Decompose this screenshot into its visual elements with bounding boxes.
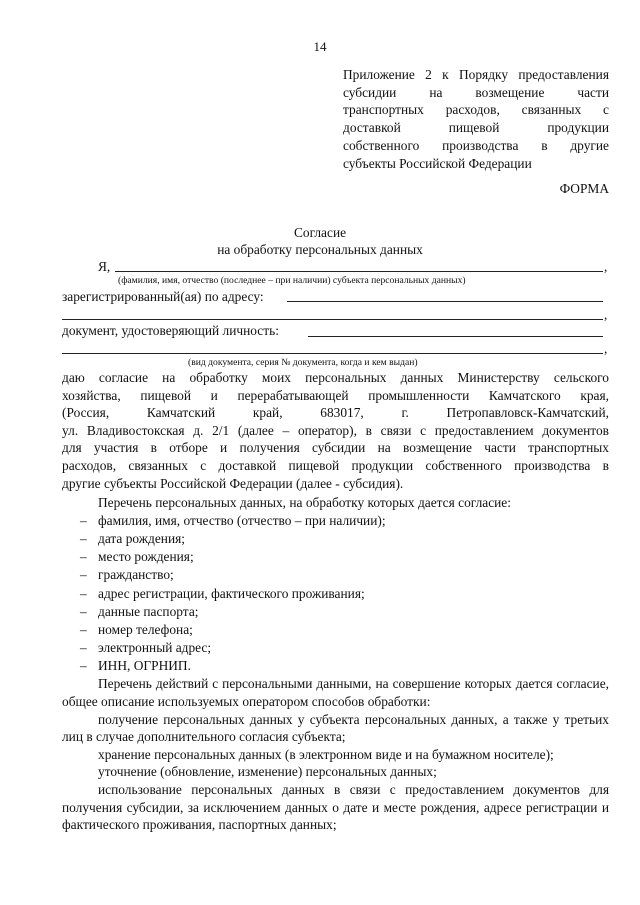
appendix-line: субсидии на возмещение части (343, 84, 609, 100)
consent-line: ул. Владивостокская д. 2/1 (далее – оператор), в связи с предоставлением документов (62, 422, 609, 438)
list-item: – данные паспорта; (62, 603, 609, 621)
document-subtitle: на обработку персональных данных (217, 242, 423, 257)
consent-line: даю согласие на обработку моих персональных данных Министерству сельского (62, 370, 609, 385)
appendix-line: субъекты Российской Федерации (343, 155, 532, 171)
dash: – (80, 512, 87, 528)
action-item: уточнение (обновление, изменение) персональных данных; (98, 764, 437, 780)
address-field-line[interactable] (287, 301, 603, 302)
consent-line: расходов, связанных с доставкой пищевой продукции собственного производства в (62, 457, 609, 473)
dash: – (80, 603, 87, 619)
address-field-label: зарегистрированный(ая) по адресу: (62, 289, 264, 304)
name-field-hint: (фамилия, имя, отчество (последнее – при наличии) субъекта персональных данных) (118, 275, 466, 286)
document-field-hint: (вид документа, серия № документа, когда и кем выдан) (188, 357, 418, 368)
document-title: Согласие (293, 225, 347, 240)
address-field-line-2[interactable] (62, 319, 603, 320)
actions-intro: Перечень действий с персональными данными, на совершение которых дается согласие, общее описание используемых оператором способов обработки: (62, 676, 609, 710)
document-field-line[interactable] (308, 336, 603, 337)
list-item: – адрес регистрации, фактического проживания; (62, 585, 609, 603)
dash: – (80, 621, 87, 637)
consent-line: хозяйства, пищевой и перерабатывающей промышленности Камчатского края, (62, 387, 609, 403)
consent-line: другие субъекты Российской Федерации (далее - субсидия). (62, 475, 404, 491)
name-field-label: Я, (98, 259, 111, 274)
dash: – (80, 530, 87, 546)
dash: – (80, 567, 87, 583)
dash: – (80, 549, 87, 565)
list-item: – место рождения; (62, 548, 609, 566)
form-label: ФОРМА (559, 181, 609, 196)
appendix-header (343, 66, 609, 172)
comma: , (604, 307, 608, 322)
list-item: – гражданство; (62, 566, 609, 584)
document-field-label: документ, удостоверяющий личность: (62, 323, 279, 338)
list-intro: Перечень персональных данных, на обработку которых дается согласие: (98, 495, 511, 511)
action-item: хранение персональных данных (в электронном виде и на бумажном носителе); (98, 746, 554, 762)
appendix-line: доставкой пищевой продукции (343, 120, 609, 136)
dash: – (80, 658, 87, 674)
document-field-line-2[interactable] (62, 353, 603, 354)
list-item: – электронный адрес; (62, 639, 609, 657)
list-item: – ИНН, ОГРНИП. (62, 657, 609, 675)
appendix-line: собственного производства в другие (343, 137, 609, 153)
personal-data-list (62, 512, 609, 676)
page-number: 14 (313, 39, 327, 54)
action-item: использование персональных данных в связи с предоставлением документов для получения субсидии, за исключением данных о дате и месте рождения, адресе регистрации и фактического проживания, паспортных данных; (62, 782, 609, 833)
comma: , (604, 341, 608, 356)
consent-line: для участия в отборе и получения субсидии на возмещение части транспортных (62, 440, 609, 456)
list-item: – фамилия, имя, отчество (отчество – при наличии); (62, 512, 609, 530)
appendix-line: транспортных расходов, связанных с (343, 102, 609, 118)
consent-paragraph (62, 369, 609, 492)
appendix-line: Приложение 2 к Порядку предоставления (343, 67, 609, 82)
dash: – (80, 640, 87, 656)
list-item: – номер телефона; (62, 621, 609, 639)
document-body (62, 369, 609, 834)
name-field-line[interactable] (115, 271, 603, 272)
consent-line: (Россия, Камчатский край, 683017, г. Петропавловск-Камчатский, (62, 405, 609, 421)
comma: , (604, 259, 608, 274)
dash: – (80, 585, 87, 601)
list-item: – дата рождения; (62, 530, 609, 548)
action-item: получение персональных данных у субъекта персональных данных, а также у третьих лиц в случае дополнительного согласия субъекта; (62, 711, 609, 745)
